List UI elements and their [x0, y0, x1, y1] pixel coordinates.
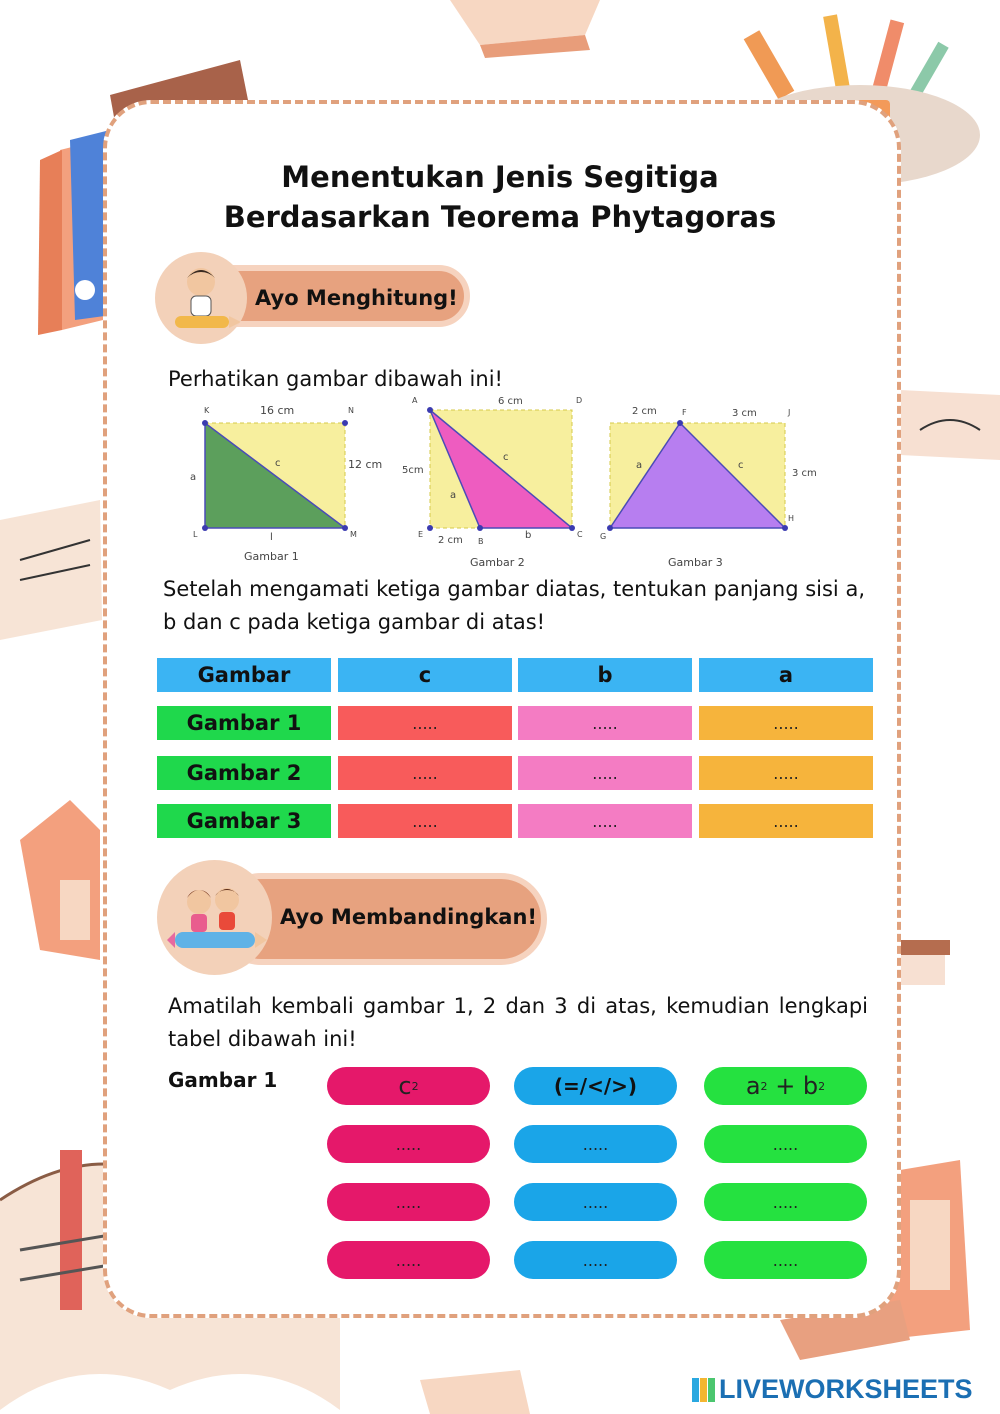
table1-row1-a-input[interactable]: ..... [699, 706, 873, 740]
fig1-top-length: 16 cm [260, 404, 295, 417]
liveworksheets-logo [692, 1374, 973, 1405]
fig1-side-c: c [275, 458, 281, 469]
page-subtitle: Berdasarkan Teorema Phytagoras [223, 200, 777, 234]
boy-on-pencil-icon [155, 252, 247, 344]
table1-header-a: a [699, 658, 873, 692]
table2-row3-compare-input[interactable]: ..... [514, 1241, 677, 1279]
fig2-side-a: a [450, 490, 457, 501]
table2-row2-c2-input[interactable]: ..... [327, 1183, 490, 1221]
liveworksheets-brand: LIVEWORKSHEETS [719, 1374, 973, 1404]
table1-row2-label: Gambar 2 [157, 756, 331, 790]
book-left-lower-icon [20, 800, 100, 960]
table1-row1-label: Gambar 1 [157, 706, 331, 740]
table2-row2-compare-input[interactable]: ..... [514, 1183, 677, 1221]
fig3-vertex-h: H [788, 514, 795, 523]
triangle-figures [180, 395, 820, 575]
fig3-topright-length: 3 cm [732, 408, 757, 419]
fig1-vertex-m: M [350, 530, 357, 539]
section1-intro: Perhatikan gambar dibawah ini! [168, 367, 503, 391]
table2-row-label: Gambar 1 [168, 1068, 278, 1092]
page-title: Menentukan Jenis Segitiga [281, 160, 719, 194]
fig1-vertex-n: N [348, 406, 354, 415]
book-stack-right-icon [895, 940, 950, 985]
fig1-caption: Gambar 1 [244, 550, 299, 563]
table1-row3-b-input[interactable]: ..... [518, 804, 692, 838]
table2-row1-compare-input[interactable]: ..... [514, 1125, 677, 1163]
table2-header-c-squared [327, 1067, 490, 1105]
fig1-right-length: 12 cm [348, 458, 383, 471]
fig2-vertex-d: D [576, 396, 583, 405]
table2-row1-c2-input[interactable]: ..... [327, 1125, 490, 1163]
fig2-vertex-c: C [577, 530, 583, 539]
fig2-bottom-length: 2 cm [438, 535, 463, 546]
table1-header-c: c [338, 658, 512, 692]
section1-instruction: Setelah mengamati ketiga gambar diatas, tentukan panjang sisi a, b dan c pada ketiga gambar di atas! [163, 577, 865, 634]
fig2-vertex-a: A [412, 396, 418, 405]
table2-header-a-base: a [745, 1072, 761, 1100]
table1-row3-a-input[interactable]: ..... [699, 804, 873, 838]
table2-header-a-exp: 2 [760, 1079, 768, 1093]
fig2-caption: Gambar 2 [470, 556, 525, 569]
figure-2 [427, 407, 575, 531]
fig1-side-a: a [190, 472, 197, 483]
table2-row1-sum-input[interactable]: ..... [704, 1125, 867, 1163]
fig3-side-c: c [738, 460, 744, 471]
fig2-top-length: 6 cm [498, 396, 523, 407]
section2-instruction: Amatilah kembali gambar 1, 2 dan 3 di atas, kemudian lengkapi tabel dibawah ini! [168, 994, 868, 1051]
kids-avatar [157, 860, 272, 975]
figure-1 [202, 420, 348, 531]
table2-row3-c2-input[interactable]: ..... [327, 1241, 490, 1279]
table1-row3-c-input[interactable]: ..... [338, 804, 512, 838]
table1-header-gambar: Gambar [157, 658, 331, 692]
table1-row1-b-input[interactable]: ..... [518, 706, 692, 740]
table2-header-b-exp: 2 [818, 1079, 826, 1093]
fig3-caption: Gambar 3 [668, 556, 723, 569]
fig2-side-b: b [525, 530, 532, 541]
fig2-vertex-e: E [418, 530, 424, 539]
table1-row2-c-input[interactable]: ..... [338, 756, 512, 790]
table1-row1-c-input[interactable]: ..... [338, 706, 512, 740]
book-right-icon [900, 390, 1000, 460]
table2-row2-sum-input[interactable]: ..... [704, 1183, 867, 1221]
table1-row2-b-input[interactable]: ..... [518, 756, 692, 790]
fig1-vertex-k: K [204, 406, 210, 415]
fig1-vertex-l: L [193, 530, 198, 539]
section2-heading: Ayo Membandingkan! [280, 905, 537, 929]
open-book-left-icon [0, 500, 102, 640]
table1-row2-a-input[interactable]: ..... [699, 756, 873, 790]
table2-header-c-base: c [398, 1072, 412, 1100]
fig2-vertex-b: B [478, 537, 484, 546]
table1-row3-label: Gambar 3 [157, 804, 331, 838]
table2-header-compare: (=/</>) [514, 1067, 677, 1105]
kids-on-pencil-icon [157, 860, 272, 975]
fig3-right-length: 3 cm [792, 468, 817, 479]
fig3-vertex-g: G [600, 532, 607, 541]
table2-header-c-exp: 2 [411, 1079, 419, 1093]
book-top-icon [450, 0, 600, 58]
fig2-side-c: c [503, 452, 509, 463]
fig3-vertex-j: J [788, 408, 791, 417]
book-bottom-center-icon [420, 1370, 530, 1414]
figure-3 [607, 420, 788, 531]
table2-header-a2-plus-b2 [704, 1067, 867, 1105]
boy-avatar [155, 252, 247, 344]
liveworksheets-icon [692, 1378, 716, 1402]
table2-row3-sum-input[interactable]: ..... [704, 1241, 867, 1279]
table2-header-plus-b: + b [775, 1072, 819, 1100]
fig3-side-a: a [636, 460, 643, 471]
fig2-left-length: 5cm [402, 465, 424, 476]
table1-header-b: b [518, 658, 692, 692]
fig3-topleft-length: 2 cm [632, 406, 657, 417]
fig3-vertex-f: F [682, 408, 687, 417]
section1-heading: Ayo Menghitung! [255, 286, 458, 310]
fig1-side-b: l [270, 532, 273, 543]
